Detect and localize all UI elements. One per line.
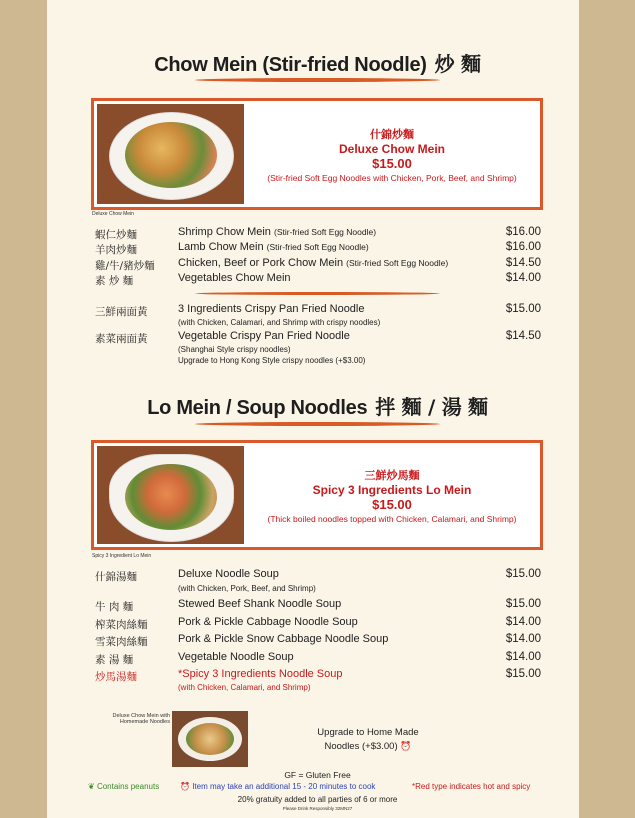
menu-item-row [0, 226, 635, 242]
item-price: $15.00 [505, 303, 541, 315]
item-name: Vegetable Noodle Soup [178, 651, 294, 663]
menu-item-row [0, 241, 635, 257]
section-title-cn: 炒 麵 [434, 52, 481, 76]
item-cn-name: 炒馬湯麵 [95, 671, 137, 683]
peanut-legend [88, 782, 159, 791]
item-name: Deluxe Noodle Soup [178, 568, 279, 580]
item-cn-name: 牛 肉 麵 [95, 601, 134, 613]
feature-desc: (Stir-fried Soft Egg Noodles with Chicken, Pork, Beef, and Shrimp) [267, 172, 517, 183]
upgrade-line-1: Upgrade to Home Made [317, 727, 419, 738]
featured-item-deluxe-chow-mein [91, 98, 543, 210]
menu-item-row [0, 303, 635, 319]
homemade-noodle-photo [172, 711, 248, 767]
wait-time-text: Item may take an additional 15 - 20 minutes to cook [192, 782, 376, 791]
item-cn-name: 雞/牛/豬炒麵 [95, 260, 155, 272]
item-price: $16.00 [505, 241, 541, 253]
item-name: Vegetable Crispy Pan Fried Noodle [178, 330, 350, 342]
item-name: Pork & Pickle Cabbage Noodle Soup [178, 616, 358, 628]
item-name: Stewed Beef Shank Noodle Soup [178, 598, 342, 610]
menu-item-row-spicy [0, 668, 635, 684]
feature-cn-name: 什錦炒麵 [370, 127, 414, 141]
item-name: *Spicy 3 Ingredients Noodle Soup [178, 668, 343, 680]
peanut-legend-text: Contains peanuts [96, 782, 160, 791]
menu-item-row [0, 633, 635, 649]
item-cn-name: 素 炒 麵 [95, 275, 134, 287]
item-description: (Shanghai Style crispy noodles) [178, 345, 291, 354]
upgrade-line-2 [298, 741, 438, 752]
item-price: $16.00 [505, 226, 541, 238]
item-description: (with Chicken, Calamari, and Shrimp) [178, 683, 311, 692]
item-cn-name: 素菜兩面黃 [95, 333, 148, 345]
item-name [178, 226, 376, 238]
drink-responsibly-note: Please Drink Responsibly 32MN27 [282, 806, 353, 811]
homemade-noodle-caption: Deluxe Chow Mein with Homemade Noodles [112, 713, 170, 725]
item-cn-name: 榨菜肉絲麵 [95, 619, 148, 631]
item-name: 3 Ingredients Crispy Pan Fried Noodle [178, 303, 365, 315]
featured-item-spicy-lo-mein [91, 440, 543, 550]
clock-icon: ⏰ [400, 741, 412, 751]
item-price: $14.00 [505, 633, 541, 645]
wait-time-legend [180, 782, 375, 791]
item-name: Pork & Pickle Snow Cabbage Noodle Soup [178, 633, 389, 645]
item-name [178, 241, 369, 253]
item-note: (Stir-fried Soft Egg Noodle) [266, 242, 369, 252]
menu-item-row [0, 598, 635, 614]
gluten-free-note: GF = Gluten Free [284, 770, 351, 780]
lo-mein-title [0, 391, 635, 420]
feature-en-name: Deluxe Chow Mein [338, 141, 445, 156]
clock-icon: ⏰ [180, 782, 190, 791]
menu-item-row [0, 257, 635, 273]
menu-item-row [0, 651, 635, 667]
item-price: $14.00 [505, 651, 541, 663]
item-upgrade-note: Upgrade to Hong Kong Style crispy noodles (+$3.00) [178, 356, 366, 365]
item-description: (with Chicken, Pork, Beef, and Shrimp) [178, 584, 316, 593]
title-underline [195, 422, 440, 426]
item-price: $15.00 [505, 598, 541, 610]
item-price: $15.00 [505, 568, 541, 580]
item-name-text: Chicken, Beef or Pork Chow Mein [178, 257, 344, 269]
spicy-lo-mein-photo [97, 446, 244, 544]
menu-item-sub [0, 356, 635, 372]
title-underline [195, 78, 440, 82]
leaf-icon: ❦ [88, 782, 95, 791]
item-cn-name: 雪菜肉絲麵 [95, 636, 148, 648]
item-name [178, 257, 448, 269]
menu-item-row [0, 568, 635, 584]
item-price: $14.50 [505, 330, 541, 342]
item-name: Vegetables Chow Mein [178, 272, 291, 284]
photo-caption: Spicy 3 Ingredient Lo Mein [92, 553, 152, 559]
gratuity-note: 20% gratuity added to all parties of 6 or more [237, 795, 398, 804]
item-cn-name: 什錦湯麵 [95, 571, 137, 583]
item-cn-name: 羊肉炒麵 [95, 244, 137, 256]
menu-item-row [0, 616, 635, 632]
feature-cn-name: 三鮮炒馬麵 [364, 468, 420, 482]
menu-item-sub [0, 683, 635, 699]
section-title-cn: 拌 麵 / 湯 麵 [375, 395, 488, 419]
divider-swoosh [195, 292, 440, 295]
item-note: (Stir-fried Soft Egg Noodle) [346, 258, 449, 268]
menu-item-row [0, 272, 635, 288]
chow-mein-title [0, 48, 635, 77]
item-cn-name: 蝦仁炒麵 [95, 229, 137, 241]
item-name-text: Shrimp Chow Mein [178, 226, 271, 238]
feature-desc: (Thick boiled noodles topped with Chicken, Calamari, and Shrimp) [267, 513, 517, 524]
item-price: $15.00 [505, 668, 541, 680]
item-price: $14.50 [505, 257, 541, 269]
deluxe-chow-mein-photo [97, 104, 244, 204]
feature-en-name: Spicy 3 Ingredients Lo Mein [312, 482, 472, 497]
feature-price: $15.00 [372, 496, 412, 512]
item-description: (with Chicken, Calamari, and Shrimp with crispy noodles) [178, 318, 381, 327]
item-price: $14.00 [505, 272, 541, 284]
item-price: $14.00 [505, 616, 541, 628]
spicy-legend: *Red type indicates hot and spicy [412, 782, 531, 791]
item-cn-name: 三鮮兩面黃 [95, 306, 148, 318]
section-title-en: Chow Mein (Stir-fried Noodle) [154, 54, 427, 76]
section-title-en: Lo Mein / Soup Noodles [147, 397, 368, 419]
item-cn-name: 素 湯 麵 [95, 654, 134, 666]
photo-caption: Deluxe Chow Mein [92, 211, 134, 217]
item-name-text: Lamb Chow Mein [178, 241, 264, 253]
upgrade-line-2-text: Noodles (+$3.00) [324, 741, 398, 752]
menu-item-row [0, 330, 635, 346]
item-note: (Stir-fried Soft Egg Noodle) [273, 227, 377, 237]
feature-price: $15.00 [372, 155, 412, 171]
